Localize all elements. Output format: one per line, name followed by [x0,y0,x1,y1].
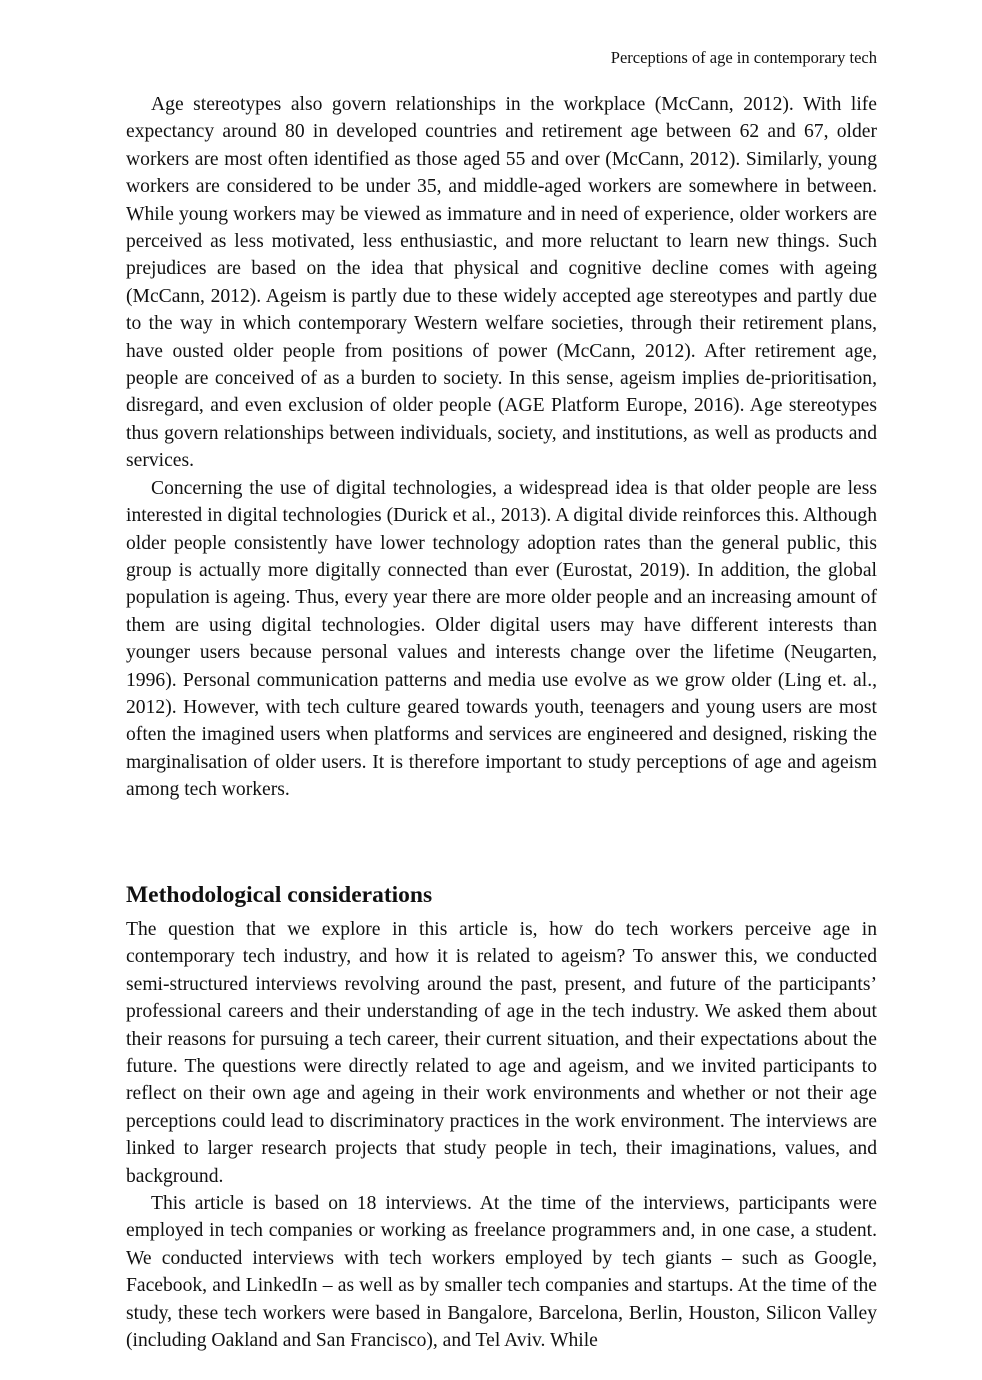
paragraph-research-question: The question that we explore in this article is, how do tech workers perceive age in contemporary tech industry, and how it is related to ageism? To answer this, we conducted semi-structured interviews revolving around the past, present, and future of the participants’ professional careers and their understanding of age in the tech industry. We asked them about their reasons for pursuing a tech career, their current situation, and their expectations about the future. The questions were directly related to age and ageism, and we invited participants to reflect on their own age and ageing in their work environments and whether or not their age perceptions could lead to discriminatory practices in the work environment. The interviews are linked to larger research projects that study people in tech, their imaginations, values, and background. [126,919,877,1187]
running-header: Perceptions of age in contemporary tech [610,48,877,67]
methods-text-block [126,916,877,1355]
paragraph-age-stereotypes: Age stereotypes also govern relationships in the workplace (McCann, 2012). With life expectancy around 80 in developed countries and retirement age between 62 and 67, older workers are most often identified as those aged 55 and over (McCann, 2012). Similarly, young workers are considered to be under 35, and middle-aged workers are somewhere in between. While young workers may be viewed as immature and in need of experience, older workers are perceived as less motivated, less enthusiastic, and more reluctant to learn new things. Such prejudices are based on the idea that physical and cognitive decline comes with ageing (McCann, 2012). Ageism is partly due to these widely accepted age stereotypes and partly due to the way in which contemporary Western welfare societies, through their retirement plans, have ousted older people from positions of power (McCann, 2012). After retirement age, people are conceived of as a burden to society. In this sense, ageism implies de-prioritisation, disregard, and even exclusion of older people (AGE Platform Europe, 2016). Age stereotypes thus govern relationships between individuals, society, and institutions, as well as products and services. [126,94,877,472]
paragraph-interviews: This article is based on 18 interviews. At the time of the interviews, participants were employed in tech companies or working as freelance programmers and, in one case, a student. We conducted interviews with tech workers employed by tech giants – such as Google, Facebook, and LinkedIn – as well as by smaller tech companies and startups. At the time of the study, these tech workers were based in Bangalore, Barcelona, Berlin, Houston, Silicon Valley (including Oakland and San Francisco), and Tel Aviv. While [126,1193,877,1352]
section-heading-methods: Methodological considerations [126,882,433,908]
paragraph-digital-technologies: Concerning the use of digital technologies, a widespread idea is that older people are less interested in digital technologies (Durick et al., 2013). A digital divide reinforces this. Although older people consistently have lower technology adoption rates than the general public, this group is actually more digitally connected than ever (Eurostat, 2019). In addition, the global population is ageing. Thus, every year there are more older people and an increasing amount of them are using digital technologies. Older digital users may have different interests than younger users because personal values and interests change over the lifetime (Neugarten, 1996). Personal communication patterns and media use evolve as we grow older (Ling et. al., 2012). However, with tech culture geared towards youth, teenagers and young users are most often the imagined users when platforms and services are engineered and designed, risking the marginalisation of older users. It is therefore important to study perceptions of age and ageism among tech workers. [126,477,877,801]
intro-text-block [126,91,877,804]
